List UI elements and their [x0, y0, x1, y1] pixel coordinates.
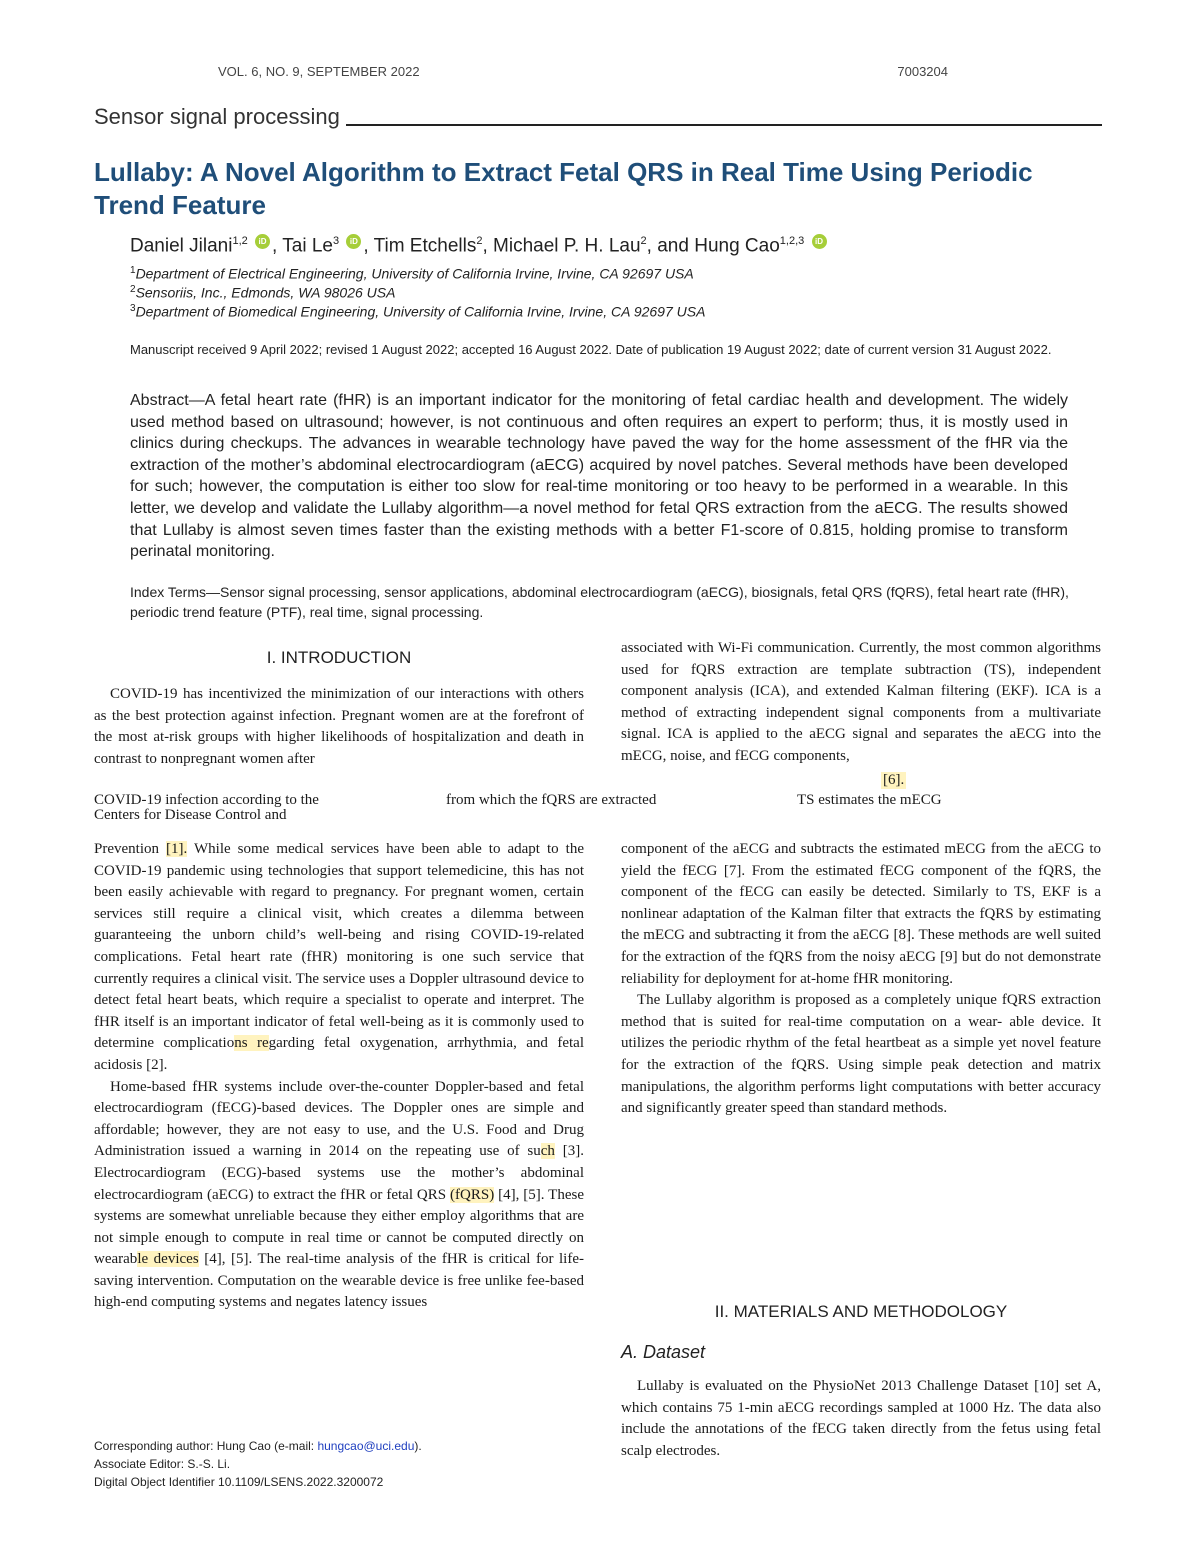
citation-ref-6[interactable]: [6]. [883, 772, 905, 788]
affiliation-1 [130, 265, 694, 282]
intro-heading: I. INTRODUCTION [266, 648, 412, 667]
right-top-paragraph: associated with Wi-Fi communication. Currently, the most common algorithms used for fQRS extraction are template subtraction (TS), independent component analysis (ICA), and extended Kalman filtering (EKF). ICA is a method of extracting independent signal components from a multivariate signal. ICA is applied to the aECG signal and separates the aECG into the mECG, noise, and fECG components, [621, 640, 1101, 764]
broken-text-fragment: from which the fQRS are extracted [446, 792, 657, 808]
dataset-paragraph [621, 1376, 1101, 1462]
broken-text-fragment: Centers for Disease Control and [94, 807, 287, 823]
citation-ref-1[interactable]: [1]. [166, 841, 188, 857]
section-label [94, 104, 1102, 130]
orcid-icon[interactable]: iD [812, 234, 827, 249]
corresponding-prefix: Corresponding author: Hung Cao (e-mail: [94, 1439, 318, 1453]
journal-info: VOL. 6, NO. 9, SEPTEMBER 2022 [218, 64, 420, 79]
orcid-icon[interactable]: iD [255, 234, 270, 249]
author-name: Hung Cao [694, 235, 780, 257]
author-affiliation-sup: 2 [476, 235, 483, 247]
text-run: garding fetal oxygenation, arrhythmia, and fetal acidosis [2]. [94, 1035, 584, 1073]
authors-and: and [657, 235, 689, 257]
text-run: [4], [5]. The real-time analysis of the fHR is critical for life- saving intervention. Computation on the wearable device is free unlike fee-based high-end computing systems and negates latency issues [94, 1251, 584, 1311]
dataset-subheading: A. Dataset [621, 1342, 706, 1362]
highlighted-text: (fQRS) [450, 1186, 495, 1203]
text-run: [3]. Electrocardiogram (ECG)-based systems use the mother’s abdominal electrocardiogram (aECG) to extract the fHR or fetal QRS [94, 1143, 584, 1203]
author-affiliation-sup: 3 [332, 235, 340, 247]
broken-text-fragment: TS estimates the mECG [797, 792, 942, 808]
paper-title: Lullaby: A Novel Algorithm to Extract Fetal QRS in Real Time Using Periodic Trend Feature [94, 157, 1033, 220]
left-column-paragraph-1 [94, 684, 584, 770]
author-list: Daniel Jilani$^{1,2}$ iD , Tai Le$^3$ iD , Tim Etchells$^2$, Michael P. H. Lau$^2$, and Hung Cao$^{1,2,3}$ iD [130, 234, 829, 257]
affiliation-text: Sensoriis, Inc., Edmonds, WA 98026 USA [135, 284, 396, 301]
associate-editor: Associate Editor: S.-S. Li. [94, 1457, 231, 1471]
author-affiliation-sup: 1,2 [232, 235, 248, 247]
text-run: While some medical services have been able to adapt to the COVID-19 pandemic using technologies that support telemedicine, this has not been easily achievable with regard to pregnancy. For pregnant women, certain services still require a clinical visit, which creates a dilemma between guaranteeing the unborn child’s well-being and rising COVID-19-related complications. Fetal heart rate (fHR) monitoring is one such service that currently requires a clinical visit. The service uses a Doppler ultrasound device to detect fetal heart beats, which require a specialist to operate and interpret. The fHR itself is an important indicator of fetal well-being as it is commonly used to determine complicatio [94, 841, 584, 1052]
text-run: [4], [5]. These systems are somewhat unreliable because they either employ algorithms that are not simple enough to compute in real time or cannot be computed directly on wearab [94, 1186, 585, 1268]
right-column-top [621, 638, 1101, 768]
author-name: Daniel Jilani [130, 235, 233, 257]
intro-paragraph-1: COVID-19 has incentivized the minimization of our interactions with others as the best protection against infection. Pregnant women are at the forefront of the most at-risk groups with higher likelihoods of hospitalization and death in contrast to nonpregnant women after [94, 686, 584, 767]
highlighted-text: ch [540, 1143, 555, 1160]
affiliation-number: 2 [130, 284, 136, 295]
author-affiliation-sup: 1,2,3 [779, 235, 805, 247]
intro-paragraph-3 [94, 1077, 584, 1315]
orcid-icon[interactable]: iD [346, 234, 361, 249]
dataset-text: Lullaby is evaluated on the PhysioNet 2013 Challenge Dataset [10] set A, which contains 75 1-min aECG recordings sampled at 1000 Hz. The data also include the annotations of the fECG taken directly from the fetus using fetal scalp electrodes. [621, 1378, 1101, 1459]
intro-paragraph-2 [94, 839, 584, 1077]
broken-text-fragment: COVID-19 infection according to the [94, 792, 319, 808]
affiliation-2 [130, 284, 395, 301]
corresponding-author [94, 1437, 422, 1455]
text-run: Home-based fHR systems include over-the-counter Doppler-based and fetal electrocardiogram (fECG)-based devices. The Doppler ones are simple and affordable; however, they are not easy to use, and the U.S. Food and Drug Administration issued a warning in 2014 on the repeating use of su [94, 1078, 584, 1160]
text-run: Prevention [94, 841, 167, 857]
left-column-main [94, 839, 584, 1314]
affiliation-text: Department of Electrical Engineering, University of California Irvine, Irvine, CA 92697 USA [135, 265, 694, 282]
author-name: Tim Etchells [373, 235, 477, 257]
running-header [218, 64, 948, 79]
page-id: 7003204 [897, 64, 948, 79]
author-name: Tai Le [282, 235, 333, 257]
corresponding-suffix: ). [414, 1439, 422, 1453]
doi: Digital Object Identifier 10.1109/LSENS.2022.3200072 [94, 1475, 384, 1489]
affiliation-3 [130, 303, 705, 320]
author-affiliation-sup: 2 [640, 235, 647, 247]
intro-paragraph-right-2: The Lullaby algorithm is proposed as a completely unique fQRS extraction method that is suited for real-time computation on a wear- able device. It utilizes the periodic rhythm of the fetal heartbeat as a simple yet novel feature for the extraction of the fQRS. Using simple peak detection and matrix manipulations, the algorithm performs light computations with better accuracy and significantly greater speed than standard methods. [621, 992, 1101, 1117]
intro-paragraph-right-1: component of the aECG and subtracts the estimated mECG from the aECG to yield the fECG [7]. From the estimated fECG component of the fQRS, the component of the fECG can easily be detected. Similarly to TS, EKF is a nonlinear adaptation of the Kalman filter that extracts the fQRS by estimating the mECG and subtracting it from the aECG [8]. These methods are well suited for the extraction of the fQRS from the noisy aECG [9] but do not demonstrate reliability for deployment for at-home fHR monitoring. [621, 841, 1101, 987]
footnote [94, 1437, 422, 1491]
highlighted-text: ns re [234, 1035, 269, 1052]
abstract: Abstract—A fetal heart rate (fHR) is an important indicator for the monitoring of fetal cardiac health and development. The widely used method based on ultrasound; however, is not continuous and often requires an expert to perform; thus, it is mostly used in clinics during checkups. The advances in wearable technology have paved the way for the home assessment of the fHR via the extraction of the mother’s abdominal electrocardiogram (aECG) acquired by novel patches. Several methods have been developed for such; however, the computation is either too slow for real-time monitoring or too heavy to be performed in a wearable. In this letter, we develop and validate the Lullaby algorithm—a novel method for fetal QRS extraction from the aECG. The results showed that Lullaby is almost seven times faster than the existing methods with a better F1-score of 0.815, holding promise to transform perinatal monitoring. [130, 392, 1068, 561]
right-column-main [621, 839, 1101, 1120]
section-label-text: Sensor signal processing [94, 104, 340, 129]
email-link[interactable]: hungcao@uci.edu [317, 1439, 415, 1453]
methods-heading: II. MATERIALS AND METHODOLOGY [714, 1302, 1008, 1321]
index-terms: Index Terms—Sensor signal processing, sensor applications, abdominal electrocardiogram (aECG), biosignals, fetal QRS (fQRS), fetal heart rate (fHR), periodic trend feature (PTF), real time, signal processing. [130, 584, 1069, 620]
author-name: Michael P. H. Lau [493, 235, 641, 257]
affiliation-text: Department of Biomedical Engineering, University of California Irvine, Irvine, CA 92697 USA [135, 303, 706, 320]
section-rule [346, 124, 1102, 126]
affiliation-number: 1 [130, 265, 136, 276]
highlighted-text: le devices [137, 1251, 199, 1268]
manuscript-info: Manuscript received 9 April 2022; revised 1 August 2022; accepted 16 August 2022. Date of publication 19 August 2022; date of current version 31 August 2022. [130, 342, 1052, 357]
affiliation-number: 3 [130, 303, 136, 314]
